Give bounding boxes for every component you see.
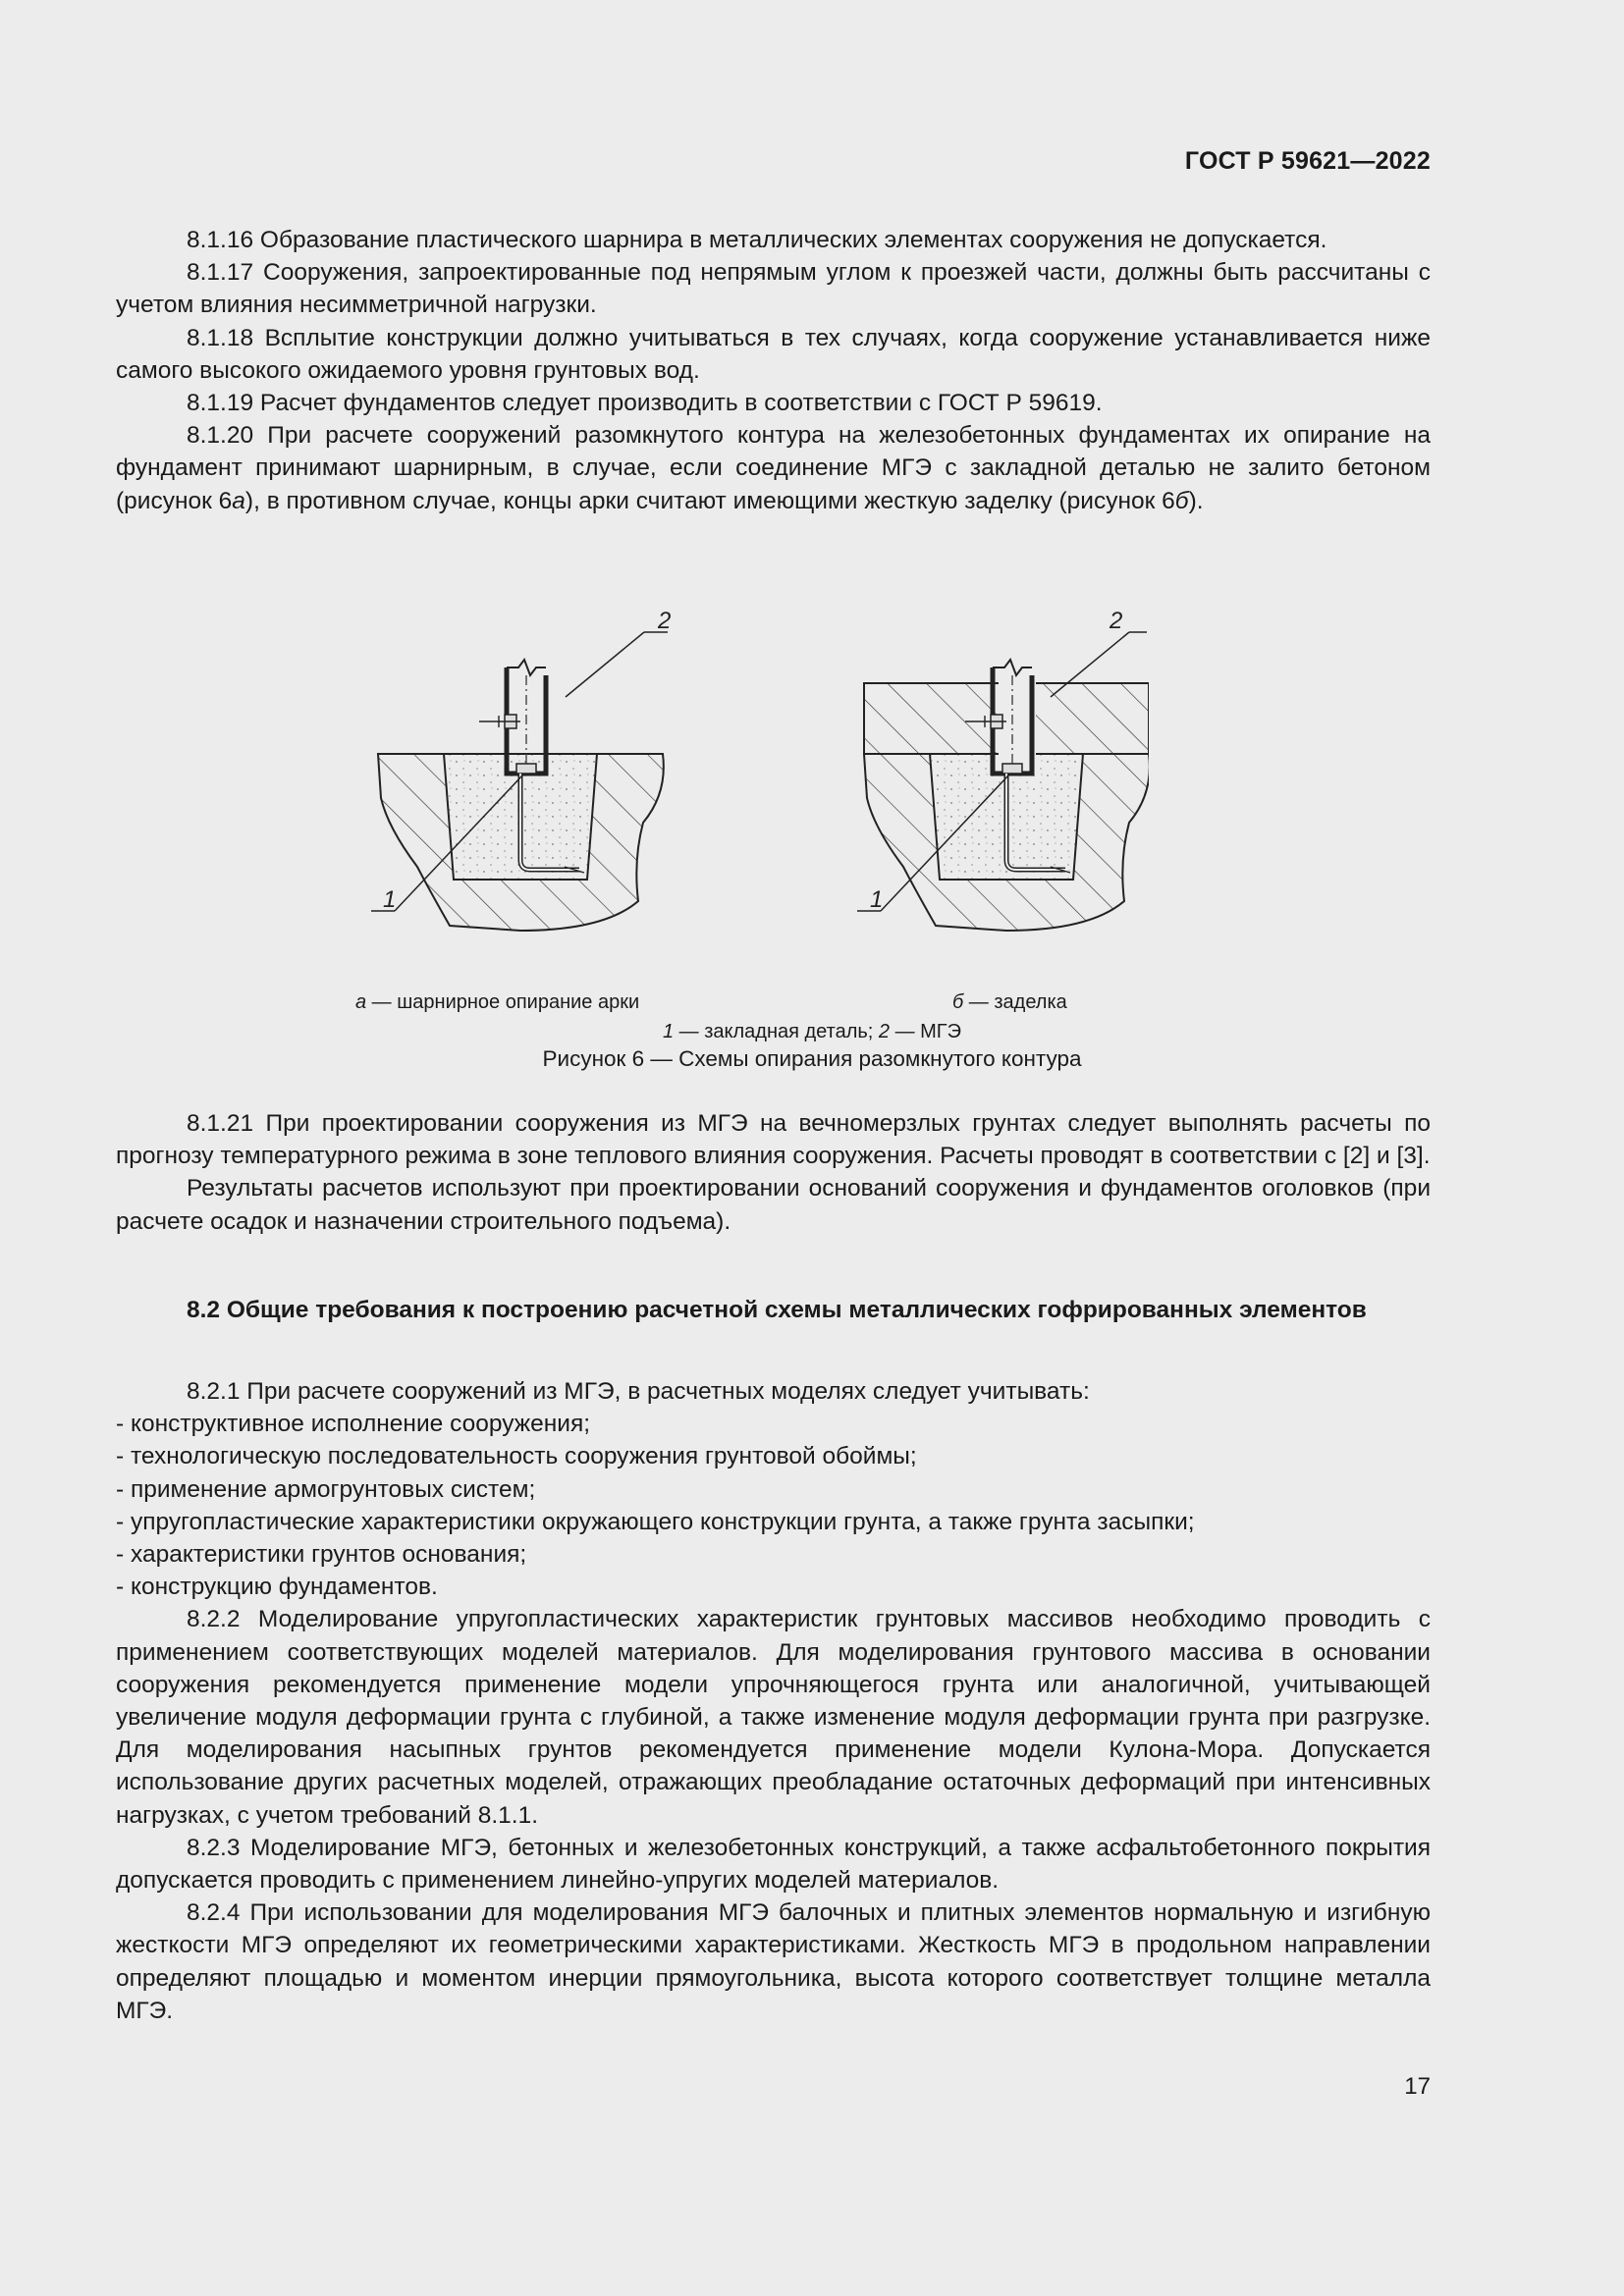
figure-title: Рисунок 6 — Схемы опирания разомкнутого контура [542,1046,1082,1071]
paragraph-8-1-21: 8.1.21 При проектировании сооружения из МГЭ на вечномерзлых грунтах следует выполнять расчеты по прогнозу температурного режима в зоне теплового влияния сооружения. Расчеты проводят в соответствии с [2] и [3]. [116,1110,1431,1170]
text-block-bottom [116,1375,1431,2027]
section-8-2 [116,1294,1431,1326]
caption-b: б — заделка [952,991,1067,1013]
paragraph-results: Результаты расчетов используют при проектировании оснований сооружения и фундаментов оголовков (при расчете осадок и назначении строительного подъема). [116,1175,1431,1235]
list-item: - конструкцию фундаментов. [116,1574,438,1601]
paragraph-8-1-17: 8.1.17 Сооружения, запроектированные под непрямым углом к проезжей части, должны быть рассчитаны с учетом влияния несимметричной нагрузки. [116,259,1431,319]
paragraph-8-1-16: 8.1.16 Образование пластического шарнира в металлических элементах сооружения не допускается. [187,227,1327,253]
list-item: - упругопластические характеристики окружающего конструкции грунта, а также грунта засыпки; [116,1508,1195,1535]
text-block-top [116,224,1431,517]
page-number: 17 [1404,2073,1431,2100]
list-item: - конструктивное исполнение сооружения; [116,1411,591,1438]
text-block-middle [116,1107,1431,1238]
paragraph-8-2-1: 8.2.1 При расчете сооружений из МГЭ, в расчетных моделях следует учитывать: [187,1378,1090,1405]
list-item: - применение армогрунтовых систем; [116,1475,536,1503]
figure-6-drawing [344,607,1149,970]
paragraph-8-1-20: 8.1.20 При расчете сооружений разомкнутого контура на железобетонных фундаментах их опирание на фундамент принимают шарнирным, в случае, если соединение МГЭ с закладной деталью не залито бетоном (рисунок 6а), в противном случае, концы арки считают имеющими жесткую заделку (рисунок 6б). [116,422,1431,514]
callout-2-a: 2 [658,608,672,634]
figure-legend: 1 — закладная деталь; 2 — МГЭ [662,1021,962,1042]
callout-1-b: 1 [870,886,884,913]
figure-ref-a: а [232,487,245,514]
callout-2-b: 2 [1110,608,1123,634]
paragraph-8-1-19: 8.1.19 Расчет фундаментов следует производить в соответствии с ГОСТ Р 59619. [187,390,1103,417]
paragraph-8-2-3: 8.2.3 Моделирование МГЭ, бетонных и железобетонных конструкций, а также асфальтобетонного покрытия допускается проводить с применением линейно-упругих моделей материалов. [116,1834,1431,1895]
paragraph-8-2-4: 8.2.4 При использовании для моделирования МГЭ балочных и плитных элементов нормальную и изгибную жесткости МГЭ определяют их геометрическими характеристиками. Жесткость МГЭ в продольном направлении определяют площадью и моментом инерции прямоугольника, высота которого соответствует толщине металла МГЭ. [116,1899,1431,2024]
document-code: ГОСТ Р 59621—2022 [1184,147,1431,175]
section-8-2-title: 8.2 Общие требования к построению расчетной схемы металлических гофрированных элементов [187,1297,1367,1323]
paragraph-8-1-18: 8.1.18 Всплытие конструкции должно учитываться в тех случаях, когда сооружение устанавливается ниже самого высокого ожидаемого уровня грунтовых вод. [116,324,1431,384]
figure-ref-b: б [1174,487,1189,514]
scheme-b-fixed-support [857,608,1149,931]
paragraph-8-2-2: 8.2.2 Моделирование упругопластических характеристик грунтовых массивов необходимо проводить с применением соответствующих моделей материалов. Для моделирования грунтового массива в основании сооружения рекомендуется применение модели упрочняющегося грунта или аналогичной, учитывающей увеличение модуля деформации грунта с глубиной, а также изменение модуля деформации грунта при разгрузке. Для моделирования насыпных грунтов рекомендуется применение модели Кулона-Мора. Допускается использование других расчетных моделей, отражающих преобладание остаточных деформаций при интенсивных нагрузках, с учетом требований 8.1.1. [116,1606,1431,1829]
scheme-a-hinged-support [371,608,671,931]
callout-1-a: 1 [383,886,397,913]
list-item: - технологическую последовательность сооружения грунтовой обоймы; [116,1443,917,1470]
list-item: - характеристики грунтов основания; [116,1541,527,1569]
caption-a: а — шарнирное опирание арки [355,991,640,1013]
